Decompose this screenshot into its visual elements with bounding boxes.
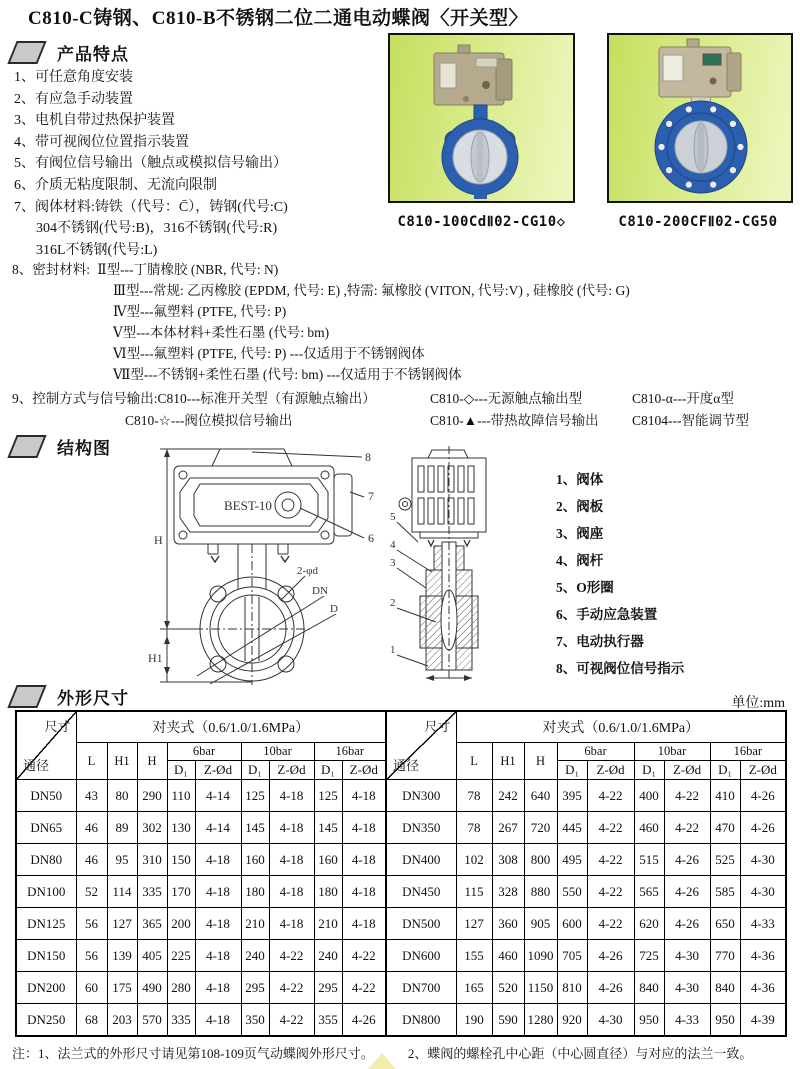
table-cell: 302 — [137, 812, 167, 844]
table-cell: 110 — [167, 780, 195, 812]
table-cell: 4-33 — [740, 908, 786, 940]
table-row-header: DN600 — [386, 940, 456, 972]
product-caption-flanged: C810-200CFⅡ02-CG50 — [618, 214, 778, 230]
table-cell: 490 — [137, 972, 167, 1004]
table-cell: 102 — [456, 844, 492, 876]
corner-dn-label: 通径 — [393, 758, 420, 773]
table-cell: 4-18 — [269, 844, 314, 876]
table-cell: 4-18 — [195, 844, 241, 876]
structure-diagram-front-view — [112, 444, 392, 686]
table-cell: 335 — [167, 1004, 195, 1037]
col-header-Zd: Z-Ød — [195, 761, 241, 780]
control-mode-item: C810-▲---带热故障信号输出 — [430, 412, 599, 428]
table-cell: 295 — [314, 972, 342, 1004]
table-cell: 4-33 — [664, 1004, 710, 1037]
control-mode-item: 9、控制方式与信号输出:C810---标准开关型（有源触点输出） — [12, 391, 376, 406]
table-row-header: DN65 — [16, 812, 76, 844]
table-cell: 1150 — [524, 972, 557, 1004]
table-cell: 46 — [76, 812, 107, 844]
table-row — [16, 876, 786, 908]
dim-phid-label: 2-φd — [297, 565, 319, 577]
table-cell: 4-26 — [740, 780, 786, 812]
diagram-part-item: 2、阀板 — [556, 499, 604, 514]
product-photo-wafer — [388, 33, 575, 230]
col-header-6bar: 6bar — [557, 743, 634, 761]
table-cell: 56 — [76, 940, 107, 972]
corner-cell-left — [16, 711, 76, 780]
table-cell: 590 — [492, 1004, 524, 1037]
table-row — [16, 972, 786, 1004]
col-header-H1: H1 — [107, 743, 137, 780]
control-modes-block — [12, 388, 792, 431]
wafer-valve-illustration — [390, 35, 573, 201]
table-row — [16, 812, 786, 844]
table-cell: 470 — [710, 812, 740, 844]
table-cell: 150 — [167, 844, 195, 876]
table-cell: 405 — [137, 940, 167, 972]
table-cell: 170 — [167, 876, 195, 908]
control-mode-item: C810-◇---无源触点输出型 — [430, 391, 583, 406]
feature-line: 304不锈钢(代号:B)，316不锈钢(代号:R) — [36, 221, 278, 237]
table-cell: 4-22 — [587, 812, 634, 844]
table-cell: 125 — [241, 780, 269, 812]
dim-H1-label: H1 — [148, 651, 163, 665]
table-row-header: DN150 — [16, 940, 76, 972]
product-caption-wafer: C810-100CdⅡ02-CG10◇ — [397, 214, 566, 230]
seal-line: Ⅵ型---氟塑料 (PTFE, 代号: P) ---仅适用于不锈钢阀体 — [113, 346, 425, 361]
table-cell: 640 — [524, 780, 557, 812]
table-row-header: DN800 — [386, 1004, 456, 1037]
col-header-Zd: Z-Ød — [269, 761, 314, 780]
table-cell: 127 — [107, 908, 137, 940]
feature-line: 1、可任意角度安装 — [14, 70, 133, 85]
col-header-D1: D₁ — [557, 761, 587, 780]
section-header-structure — [12, 434, 111, 459]
diagram-part-item: 6、手动应急装置 — [556, 607, 658, 622]
table-cell: 725 — [634, 940, 664, 972]
table-cell: 4-30 — [664, 940, 710, 972]
table-cell: 130 — [167, 812, 195, 844]
footnote-1: 注：1、法兰式的外形尺寸请见第108-109页气动蝶阀外形尺寸。 — [12, 1046, 374, 1061]
col-header-H1: H1 — [492, 743, 524, 780]
table-cell: 520 — [492, 972, 524, 1004]
table-row-header: DN450 — [386, 876, 456, 908]
table-cell: 4-36 — [740, 940, 786, 972]
table-cell: 225 — [167, 940, 195, 972]
table-row-header: DN125 — [16, 908, 76, 940]
table-cell: 4-36 — [740, 972, 786, 1004]
table-cell: 80 — [107, 780, 137, 812]
table-cell: 155 — [456, 940, 492, 972]
table-cell: 145 — [241, 812, 269, 844]
table-row-header: DN100 — [16, 876, 76, 908]
table-cell: 4-18 — [195, 876, 241, 908]
callout-2: 2 — [390, 597, 396, 609]
table-cell: 445 — [557, 812, 587, 844]
table-cell: 240 — [314, 940, 342, 972]
section-title-structure: 结构图 — [57, 439, 111, 458]
seal-line: Ⅴ型---本体材料+柔性石墨 (代号: bm) — [113, 325, 330, 340]
table-cell: 4-22 — [342, 972, 386, 1004]
col-header-D1: D₁ — [167, 761, 195, 780]
col-header-16bar: 16bar — [710, 743, 786, 761]
table-cell: 139 — [107, 940, 137, 972]
table-cell: 43 — [76, 780, 107, 812]
unit-label: 单位:mm — [731, 696, 785, 711]
page-title: C810-C铸钢、C810-B不锈钢二位二通电动蝶阀〈开关型〉 — [28, 8, 528, 29]
table-cell: 770 — [710, 940, 740, 972]
table-cell: 4-18 — [269, 780, 314, 812]
table-cell: 68 — [76, 1004, 107, 1037]
footnote-2: 2、蝶阀的螺栓孔中心距（中心圆直径）与对应的法兰一致。 — [407, 1046, 753, 1061]
table-cell: 585 — [710, 876, 740, 908]
callout-8: 8 — [365, 450, 371, 464]
watermark-logo — [368, 1053, 396, 1069]
table-cell: 355 — [314, 1004, 342, 1037]
dim-H-label: H — [154, 533, 163, 547]
table-cell: 290 — [137, 780, 167, 812]
table-row — [16, 844, 786, 876]
table-cell: 4-18 — [195, 940, 241, 972]
callout-3: 3 — [390, 557, 396, 569]
col-header-D1: D₁ — [710, 761, 740, 780]
table-cell: 4-18 — [195, 1004, 241, 1037]
col-header-10bar: 10bar — [241, 743, 314, 761]
control-mode-item: C8104---智能调节型 — [632, 412, 749, 428]
table-cell: 4-22 — [342, 940, 386, 972]
flanged-valve-illustration — [609, 35, 791, 201]
product-image-flanged-valve — [607, 33, 793, 203]
table-cell: 4-22 — [587, 780, 634, 812]
table-cell: 365 — [137, 908, 167, 940]
corner-cell-right — [386, 711, 456, 780]
seal-line-text: Ⅱ型---丁腈橡胶 (NBR, 代号: N) — [97, 262, 279, 277]
table-cell: 160 — [241, 844, 269, 876]
col-header-D1: D₁ — [634, 761, 664, 780]
table-cell: 4-26 — [342, 1004, 386, 1037]
table-cell: 95 — [107, 844, 137, 876]
table-cell: 242 — [492, 780, 524, 812]
seal-lines — [12, 280, 630, 385]
table-cell: 56 — [76, 908, 107, 940]
table-cell: 203 — [107, 1004, 137, 1037]
table-cell: 4-18 — [269, 876, 314, 908]
actuator-brand-label: BEST-10 — [224, 498, 272, 513]
table-cell: 190 — [456, 1004, 492, 1037]
table-cell: 4-22 — [269, 1004, 314, 1037]
corner-size-label: 尺寸 — [424, 719, 451, 734]
product-image-wafer-valve — [388, 33, 575, 203]
table-cell: 4-30 — [664, 972, 710, 1004]
table-cell: 46 — [76, 844, 107, 876]
section-header-features — [12, 40, 129, 65]
feature-line: 316L不锈钢(代号:L) — [36, 242, 158, 258]
callout-5: 5 — [390, 511, 396, 523]
table-cell: 880 — [524, 876, 557, 908]
col-header-6bar: 6bar — [167, 743, 241, 761]
seal-line — [12, 259, 630, 280]
diagram-parts-list — [556, 466, 684, 682]
table-row-header: DN500 — [386, 908, 456, 940]
table-cell: 240 — [241, 940, 269, 972]
table-cell: 4-18 — [342, 876, 386, 908]
parallelogram-icon — [7, 41, 46, 64]
table-cell: 4-22 — [664, 780, 710, 812]
col-header-H: H — [137, 743, 167, 780]
table-cell: 565 — [634, 876, 664, 908]
table-cell: 920 — [557, 1004, 587, 1037]
feature-line: 6、介质无粘度限制、无流向限制 — [14, 177, 217, 193]
table-row-header: DN700 — [386, 972, 456, 1004]
table-cell: 515 — [634, 844, 664, 876]
table-cell: 4-18 — [342, 908, 386, 940]
table-cell: 550 — [557, 876, 587, 908]
col-header-Zd: Z-Ød — [342, 761, 386, 780]
dimensions-table — [15, 710, 787, 1037]
table-cell: 705 — [557, 940, 587, 972]
table-cell: 280 — [167, 972, 195, 1004]
table-cell: 4-22 — [587, 876, 634, 908]
table-cell: 840 — [634, 972, 664, 1004]
table-cell: 810 — [557, 972, 587, 1004]
table-cell: 180 — [314, 876, 342, 908]
table-cell: 4-22 — [664, 812, 710, 844]
col-header-L: L — [76, 743, 107, 780]
callout-7: 7 — [368, 489, 374, 503]
table-cell: 4-26 — [664, 844, 710, 876]
feature-line: 7、阀体材料:铸铁（代号：C̄），铸钢(代号:C) — [14, 199, 288, 215]
table-cell: 4-22 — [269, 972, 314, 1004]
table-row-header: DN350 — [386, 812, 456, 844]
table-cell: 4-18 — [342, 780, 386, 812]
table-cell: 210 — [314, 908, 342, 940]
seal-line: Ⅳ型---氟塑料 (PTFE, 代号: P) — [113, 304, 287, 319]
table-row — [16, 908, 786, 940]
section-title-dimensions: 外形尺寸 — [57, 689, 129, 708]
seal-materials-block — [12, 259, 630, 385]
table-cell: 800 — [524, 844, 557, 876]
table-cell: 4-14 — [195, 812, 241, 844]
table-cell: 400 — [634, 780, 664, 812]
table-cell: 4-18 — [342, 844, 386, 876]
table-cell: 89 — [107, 812, 137, 844]
diagram-part-item: 8、可视阀位信号指示 — [556, 661, 685, 676]
feature-line: 2、有应急手动装置 — [14, 91, 133, 107]
corner-dn-label: 通径 — [23, 758, 50, 773]
table-cell: 410 — [710, 780, 740, 812]
col-header-Zd: Z-Ød — [740, 761, 786, 780]
table-cell: 4-22 — [587, 844, 634, 876]
diagram-part-item: 3、阀座 — [556, 526, 604, 541]
parallelogram-icon — [7, 435, 46, 458]
table-cell: 267 — [492, 812, 524, 844]
parallelogram-icon — [7, 685, 46, 708]
seal-line: Ⅶ型---不锈钢+柔性石墨 (代号: bm) ---仅适用于不锈钢阀体 — [113, 367, 462, 382]
table-cell: 570 — [137, 1004, 167, 1037]
table-cell: 905 — [524, 908, 557, 940]
table-cell: 125 — [314, 780, 342, 812]
diagram-part-item: 5、O形圈 — [556, 580, 614, 595]
col-header-D1: D₁ — [241, 761, 269, 780]
table-row-header: DN80 — [16, 844, 76, 876]
table-cell: 335 — [137, 876, 167, 908]
table-cell: 165 — [456, 972, 492, 1004]
dim-DN-label: DN — [312, 585, 328, 597]
callout-6: 6 — [368, 531, 374, 545]
table-cell: 525 — [710, 844, 740, 876]
table-cell: 1280 — [524, 1004, 557, 1037]
table-cell: 4-18 — [195, 972, 241, 1004]
table-cell: 127 — [456, 908, 492, 940]
dim-D-label: D — [330, 603, 338, 615]
table-row-header: DN300 — [386, 780, 456, 812]
table-cell: 4-26 — [740, 812, 786, 844]
table-cell: 4-26 — [587, 940, 634, 972]
table-cell: 4-26 — [587, 972, 634, 1004]
table-row — [16, 940, 786, 972]
table-row-header: DN400 — [386, 844, 456, 876]
table-cell: 4-26 — [664, 876, 710, 908]
table-cell: 4-22 — [269, 940, 314, 972]
table-cell: 4-18 — [269, 908, 314, 940]
table-cell: 4-22 — [587, 908, 634, 940]
table-cell: 4-14 — [195, 780, 241, 812]
table-cell: 4-39 — [740, 1004, 786, 1037]
table-cell: 328 — [492, 876, 524, 908]
col-header-Zd: Z-Ød — [664, 761, 710, 780]
table-cell: 308 — [492, 844, 524, 876]
table-row-header: DN200 — [16, 972, 76, 1004]
table-cell: 395 — [557, 780, 587, 812]
section-title-features: 产品特点 — [57, 45, 129, 64]
table-cell: 60 — [76, 972, 107, 1004]
col-header-H: H — [524, 743, 557, 780]
table-cell: 78 — [456, 780, 492, 812]
table-cell: 4-30 — [740, 844, 786, 876]
table-cell: 114 — [107, 876, 137, 908]
table-cell: 4-30 — [740, 876, 786, 908]
col-header-D1: D₁ — [314, 761, 342, 780]
control-mode-item: C810-α---开度α型 — [632, 391, 734, 406]
seal-label: 8、密封材料: — [12, 262, 91, 277]
control-mode-item: C810-☆---阀位模拟信号输出 — [125, 412, 293, 428]
group-header-right: 对夹式（0.6/1.0/1.6MPa） — [456, 711, 786, 743]
table-cell: 650 — [710, 908, 740, 940]
diagram-part-item: 4、阀杆 — [556, 553, 604, 568]
table-cell: 4-18 — [195, 908, 241, 940]
table-cell: 180 — [241, 876, 269, 908]
table-row-header: DN250 — [16, 1004, 76, 1037]
section-header-dimensions — [12, 684, 129, 709]
seal-line: Ⅲ型---常规: 乙丙橡胶 (EPDM, 代号: E) ,特需: 氟橡胶 (VITON, 代号:V) , 硅橡胶 (代号: G) — [113, 283, 630, 298]
table-cell: 175 — [107, 972, 137, 1004]
structure-diagram-section-view — [388, 446, 508, 684]
table-cell: 460 — [492, 940, 524, 972]
table-cell: 310 — [137, 844, 167, 876]
table-cell: 4-18 — [269, 812, 314, 844]
table-cell: 950 — [710, 1004, 740, 1037]
table-cell: 495 — [557, 844, 587, 876]
col-header-10bar: 10bar — [634, 743, 710, 761]
table-row — [16, 780, 786, 812]
table-cell: 1090 — [524, 940, 557, 972]
callout-1: 1 — [390, 644, 396, 656]
callout-4: 4 — [390, 539, 396, 551]
diagram-part-item: 1、阀体 — [556, 472, 604, 487]
col-header-L: L — [456, 743, 492, 780]
table-cell: 600 — [557, 908, 587, 940]
table-cell: 4-30 — [587, 1004, 634, 1037]
table-row — [16, 1004, 786, 1037]
table-cell: 4-18 — [342, 812, 386, 844]
col-header-16bar: 16bar — [314, 743, 386, 761]
table-cell: 78 — [456, 812, 492, 844]
table-cell: 210 — [241, 908, 269, 940]
table-cell: 460 — [634, 812, 664, 844]
feature-line: 3、电机自带过热保护装置 — [14, 113, 175, 129]
table-cell: 200 — [167, 908, 195, 940]
feature-line: 4、带可视阀位位置指示装置 — [14, 134, 189, 150]
table-cell: 295 — [241, 972, 269, 1004]
table-cell: 720 — [524, 812, 557, 844]
table-cell: 840 — [710, 972, 740, 1004]
features-list — [14, 67, 389, 261]
diagram-part-item: 7、电动执行器 — [556, 634, 644, 649]
table-cell: 4-26 — [664, 908, 710, 940]
col-header-Zd: Z-Ød — [587, 761, 634, 780]
table-cell: 360 — [492, 908, 524, 940]
feature-line: 5、有阀位信号输出（触点或模拟信号输出） — [14, 156, 287, 172]
group-header-left: 对夹式（0.6/1.0/1.6MPa） — [76, 711, 386, 743]
table-cell: 145 — [314, 812, 342, 844]
corner-size-label: 尺寸 — [44, 719, 71, 734]
table-cell: 950 — [634, 1004, 664, 1037]
table-cell: 115 — [456, 876, 492, 908]
table-cell: 160 — [314, 844, 342, 876]
product-photo-flanged — [607, 33, 793, 230]
table-cell: 620 — [634, 908, 664, 940]
table-cell: 350 — [241, 1004, 269, 1037]
table-row-header: DN50 — [16, 780, 76, 812]
table-cell: 52 — [76, 876, 107, 908]
